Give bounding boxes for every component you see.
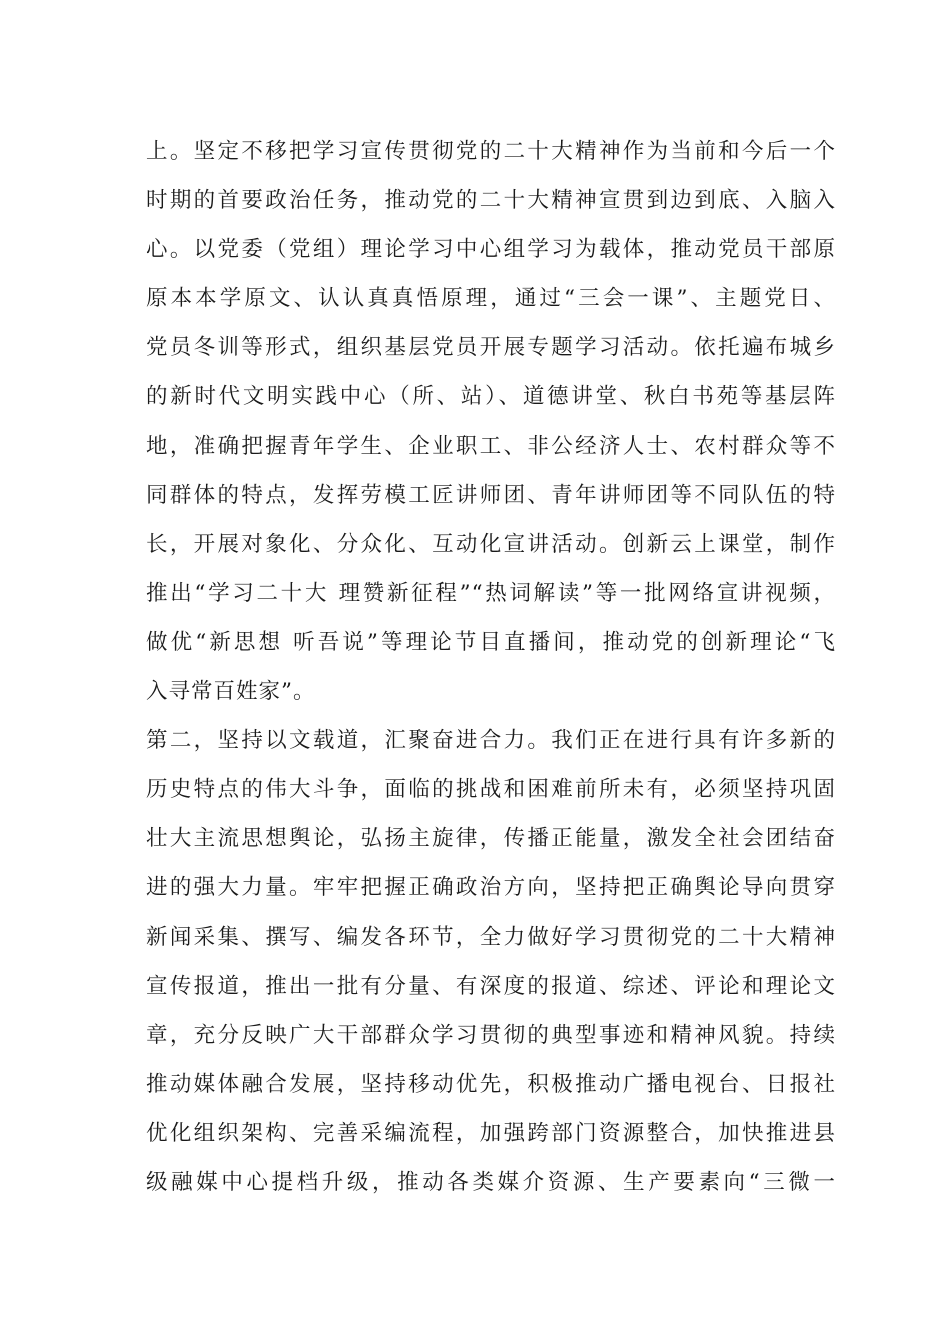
text-line: 第二，坚持以文载道，汇聚奋进合力。我们正在进行具有许多新的 bbox=[146, 728, 836, 754]
text-line: 心。以党委（党组）理论学习中心组学习为载体，推动党员干部原 bbox=[146, 237, 836, 263]
text-line: 章，充分反映广大干部群众学习贯彻的典型事迹和精神风貌。持续 bbox=[146, 1022, 836, 1048]
text-line: 地，准确把握青年学生、企业职工、非公经济人士、农村群众等不 bbox=[146, 433, 836, 459]
text-line: 优化组织架构、完善采编流程，加强跨部门资源整合，加快推进县 bbox=[146, 1120, 836, 1146]
text-line: 级融媒中心提档升级，推动各类媒介资源、生产要素向“三微一 bbox=[146, 1169, 836, 1195]
text-line: 壮大主流思想舆论，弘扬主旋律，传播正能量，激发全社会团结奋 bbox=[146, 826, 836, 852]
text-line: 原本本学原文、认认真真悟原理，通过“三会一课”、主题党日、 bbox=[146, 286, 836, 312]
text-line: 上。坚定不移把学习宣传贯彻党的二十大精神作为当前和今后一个 bbox=[146, 139, 836, 164]
text-line: 进的强大力量。牢牢把握正确政治方向，坚持把正确舆论导向贯穿 bbox=[146, 875, 836, 901]
text-line: 推出“学习二十大 理赞新征程”“热词解读”等一批网络宣讲视频， bbox=[146, 580, 836, 606]
text-line: 历史特点的伟大斗争，面临的挑战和困难前所未有，必须坚持巩固 bbox=[146, 777, 836, 803]
text-line: 新闻采集、撰写、编发各环节，全力做好学习贯彻党的二十大精神 bbox=[146, 924, 836, 950]
text-line: 推动媒体融合发展，坚持移动优先，积极推动广播电视台、日报社 bbox=[146, 1071, 836, 1097]
text-line: 做优“新思想 听吾说”等理论节目直播间，推动党的创新理论“飞 bbox=[146, 629, 836, 655]
body-text bbox=[146, 133, 836, 1213]
text-line: 的新时代文明实践中心（所、站）、道德讲堂、秋白书苑等基层阵 bbox=[146, 384, 836, 410]
text-line: 党员冬训等形式，组织基层党员开展专题学习活动。依托遍布城乡 bbox=[146, 335, 836, 361]
text-line: 长，开展对象化、分众化、互动化宣讲活动。创新云上课堂，制作 bbox=[146, 531, 836, 557]
text-line: 同群体的特点，发挥劳模工匠讲师团、青年讲师团等不同队伍的特 bbox=[146, 482, 836, 508]
text-line: 宣传报道，推出一批有分量、有深度的报道、综述、评论和理论文 bbox=[146, 973, 836, 999]
text-line: 入寻常百姓家”。 bbox=[146, 679, 316, 705]
text-line: 时期的首要政治任务，推动党的二十大精神宣贯到边到底、入脑入 bbox=[146, 188, 836, 214]
